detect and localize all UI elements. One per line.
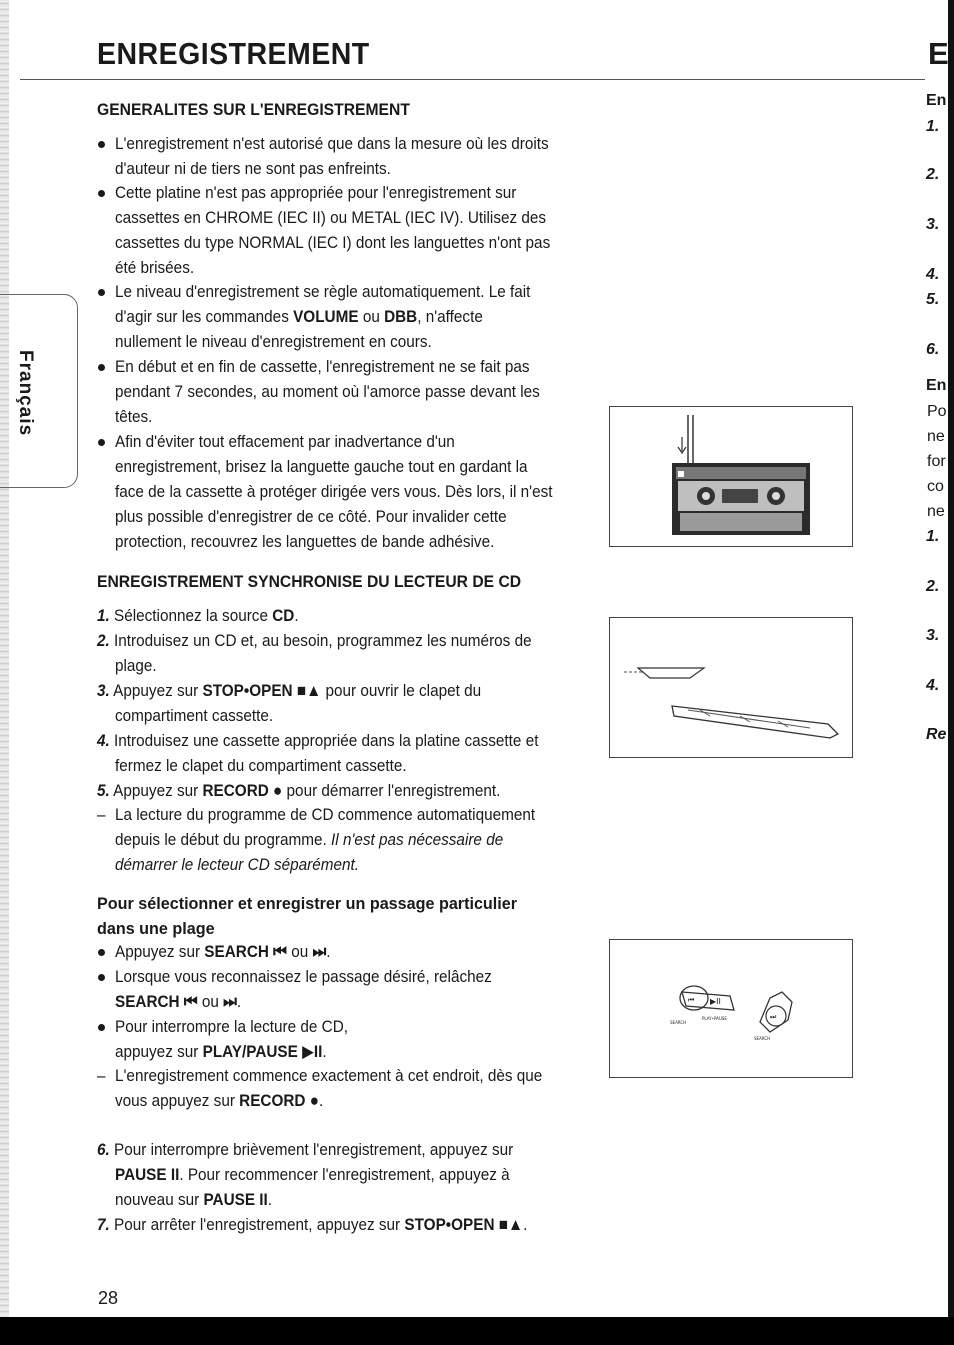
section-heading-generalites: GENERALITES SUR L'ENREGISTREMENT <box>97 101 410 119</box>
step-6-cont: PAUSE II. Pour recommencer l'enregistrement, appuyez à nouveau sur PAUSE II. <box>115 1165 510 1209</box>
search-label-left: SEARCH <box>670 1020 687 1025</box>
list-item: Le niveau d'enregistrement se règle automatiquement. Le fait d'agir sur les commandes VOLUME ou DBB, n'affecte nullement le niveau d'enregistrement en cours. <box>115 282 531 351</box>
search-label-right: SEARCH <box>754 1036 771 1041</box>
svg-text:⏮: ⏮ <box>688 996 695 1004</box>
next-col-fragment: 3. <box>926 216 940 233</box>
step-7: 7. Pour arrêter l'enregistrement, appuyez sur STOP•OPEN ■▲. <box>97 1215 528 1234</box>
next-col-fragment: co <box>927 478 944 495</box>
next-col-fragment: 1. <box>926 528 940 545</box>
bullet-dot <box>98 439 105 446</box>
list-item: Lorsque vous reconnaissez le passage désiré, relâchez SEARCH ⏮ ou ⏭. <box>115 967 492 1011</box>
bullet-dot <box>98 364 105 371</box>
next-col-fragment: 4. <box>926 677 940 694</box>
list-item: L'enregistrement n'est autorisé que dans la mesure où les droits d'auteur ni de tiers ne sont pas enfreints. <box>115 134 549 178</box>
bullet-dot <box>98 141 105 148</box>
play-pause-label: PLAY•PAUSE <box>702 1016 727 1021</box>
list-item: En début et en fin de cassette, l'enregistrement ne se fait pas pendant 7 secondes, au moment où l'amorce passe devant les têtes. <box>115 357 540 426</box>
step-4-cont: fermez le clapet du compartiment cassette. <box>115 756 407 775</box>
step-2-cont: plage. <box>115 656 157 675</box>
dash-marker: – <box>97 1066 106 1085</box>
language-tab <box>0 294 78 488</box>
language-tab-label: Français <box>15 350 36 437</box>
next-col-fragment: En <box>926 92 947 109</box>
step-3-cont: compartiment cassette. <box>115 706 274 725</box>
next-col-fragment: 4. <box>926 266 940 283</box>
step-5: 5. Appuyez sur RECORD ● pour démarrer l'enregistrement. <box>97 781 501 800</box>
next-col-fragment: 5. <box>926 291 940 308</box>
dash-marker: – <box>97 805 106 824</box>
next-col-fragment: 2. <box>926 578 940 595</box>
next-col-fragment: ne <box>927 503 945 520</box>
next-col-fragment: 2. <box>926 166 940 183</box>
dash-note: L'enregistrement commence exactement à cet endroit, dès que vous appuyez sur RECORD ●. <box>115 1066 543 1110</box>
title-rule <box>20 79 925 80</box>
next-col-fragment: ne <box>927 428 945 445</box>
step-6: 6. Pour interrompre brièvement l'enregistrement, appuyez sur <box>97 1140 514 1159</box>
svg-text:⏭: ⏭ <box>770 1013 777 1021</box>
step-4: 4. Introduisez une cassette appropriée dans la platine cassette et <box>97 731 539 750</box>
search-buttons-icon <box>610 940 852 1077</box>
scan-edge-bottom <box>0 1317 954 1345</box>
next-col-fragment: Re <box>926 726 947 743</box>
cassette-illustration <box>609 406 853 547</box>
svg-text:▶II: ▶II <box>710 997 721 1006</box>
cassette-icon <box>610 407 852 546</box>
section-heading-synchro-cd: ENREGISTREMENT SYNCHRONISE DU LECTEUR DE CD <box>97 573 522 591</box>
scan-edge-left <box>0 0 9 1320</box>
next-col-fragment: 6. <box>926 341 940 358</box>
bullet-dot <box>98 289 105 296</box>
next-col-fragment: 1. <box>926 118 940 135</box>
list-item: Afin d'éviter tout effacement par inadvertance d'un enregistrement, brisez la languette gauche tout en gardant la face de la cassette à protéger dirigée vers vous. Dès lors, il n'est plus possible d'enregistrer de ce côté. Pour invalider cette protection, recouvrez les languettes de bande adhésive. <box>115 432 553 551</box>
list-item: Pour interrompre la lecture de CD, appuyez sur PLAY/PAUSE ▶II. <box>115 1017 349 1061</box>
next-col-fragment: En <box>926 377 947 394</box>
next-col-fragment: Po <box>927 403 947 420</box>
next-page-title-fragment: E <box>928 36 949 71</box>
step-3: 3. Appuyez sur STOP•OPEN ■▲ pour ouvrir le clapet du <box>97 681 482 700</box>
section-heading-passage: Pour sélectionner et enregistrer un passage particulier dans une plage <box>97 894 518 938</box>
page-number: 28 <box>98 1288 119 1308</box>
search-buttons-illustration <box>609 939 853 1078</box>
cd-compartment-icon <box>610 618 852 757</box>
list-item: Appuyez sur SEARCH ⏮ ou ⏭. <box>115 942 331 961</box>
step-2: 2. Introduisez un CD et, au besoin, programmez les numéros de <box>97 631 532 650</box>
next-col-fragment: 3. <box>926 627 940 644</box>
bullet-dot <box>98 190 105 197</box>
bullet-dot <box>98 949 105 956</box>
step-1: 1. Sélectionnez la source CD. <box>97 606 299 625</box>
page-title: ENREGISTREMENT <box>97 36 370 71</box>
cd-deck-illustration <box>609 617 853 758</box>
next-col-fragment: for <box>927 453 946 470</box>
list-item: Cette platine n'est pas appropriée pour l'enregistrement sur cassettes en CHROME (IEC II) ou METAL (IEC IV). Utilisez des cassettes du type NORMAL (IEC I) dont les languettes n'ont pas été brisées. <box>115 183 551 277</box>
dash-note: La lecture du programme de CD commence automatiquement depuis le début du programme. Il n'est pas nécessaire de démarrer le lecteur CD séparément. <box>115 805 536 874</box>
scan-edge-right <box>948 0 954 1320</box>
bullet-dot <box>98 974 105 981</box>
bullet-dot <box>98 1024 105 1031</box>
